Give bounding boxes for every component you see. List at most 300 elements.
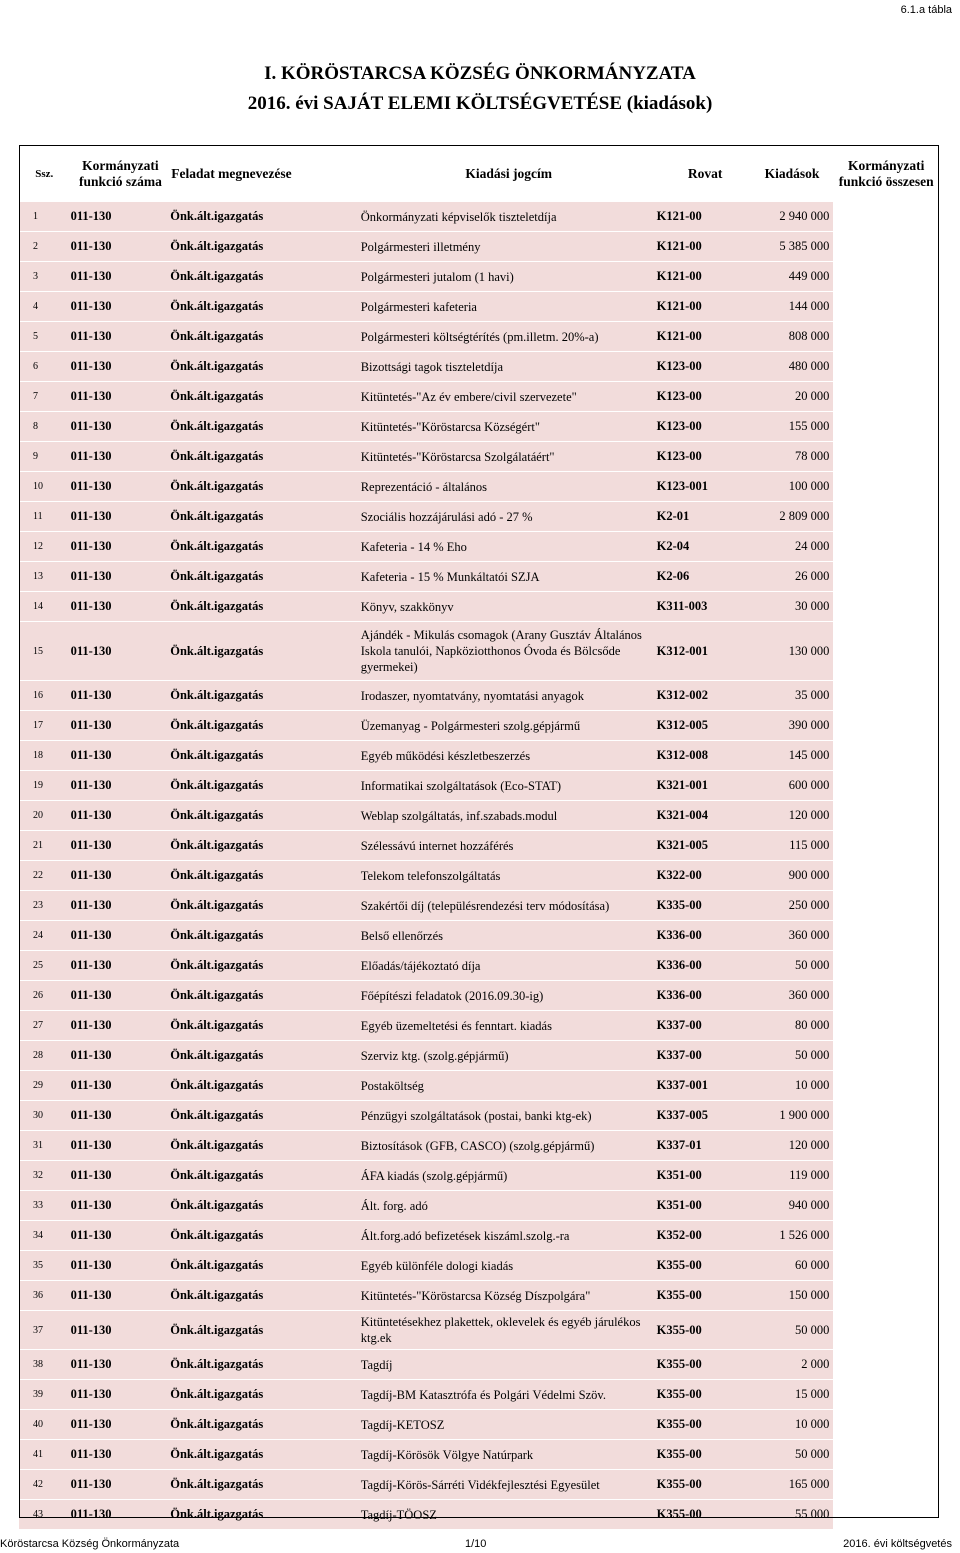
cell-ssz: 2 xyxy=(19,232,71,262)
table-row xyxy=(19,801,939,831)
table-row xyxy=(19,831,939,861)
cell-function-number: 011-130 xyxy=(71,861,171,891)
cell-rovat: K123-00 xyxy=(657,442,754,472)
cell-expense-amount: 100 000 xyxy=(754,472,834,502)
cell-expense-title: Reprezentáció - általános xyxy=(361,472,657,502)
cell-function-number: 011-130 xyxy=(71,921,171,951)
cell-ssz: 15 xyxy=(19,622,71,681)
cell-rovat: K336-00 xyxy=(657,921,754,951)
cell-task-name: Önk.ált.igazgatás xyxy=(170,1101,360,1131)
cell-task-name: Önk.ált.igazgatás xyxy=(170,981,360,1011)
table-row xyxy=(19,741,939,771)
cell-rovat: K312-001 xyxy=(657,622,754,681)
cell-expense-amount: 600 000 xyxy=(754,771,834,801)
cell-rovat: K322-00 xyxy=(657,861,754,891)
cell-function-number: 011-130 xyxy=(71,1500,171,1530)
cell-task-name: Önk.ált.igazgatás xyxy=(170,891,360,921)
cell-rovat: K321-004 xyxy=(657,801,754,831)
cell-ssz: 9 xyxy=(19,442,71,472)
cell-ssz: 35 xyxy=(19,1251,71,1281)
table-row xyxy=(19,1251,939,1281)
cell-expense-amount: 24 000 xyxy=(754,532,834,562)
cell-function-total xyxy=(833,592,939,622)
cell-function-total xyxy=(833,1380,939,1410)
cell-task-name: Önk.ált.igazgatás xyxy=(170,1470,360,1500)
cell-rovat: K121-00 xyxy=(657,292,754,322)
cell-ssz: 31 xyxy=(19,1131,71,1161)
cell-rovat: K121-00 xyxy=(657,202,754,232)
table-header-row xyxy=(19,145,939,202)
cell-expense-title: Ált.forg.adó befizetések kiszáml.szolg.-ra xyxy=(361,1221,657,1251)
table-row xyxy=(19,1101,939,1131)
cell-function-number: 011-130 xyxy=(71,1350,171,1380)
cell-rovat: K355-00 xyxy=(657,1350,754,1380)
cell-rovat: K337-005 xyxy=(657,1101,754,1131)
cell-expense-amount: 120 000 xyxy=(754,801,834,831)
cell-ssz: 29 xyxy=(19,1071,71,1101)
header-task-name: Feladat megnevezése xyxy=(171,165,292,181)
cell-function-total xyxy=(833,412,939,442)
cell-ssz: 26 xyxy=(19,981,71,1011)
cell-rovat: K311-003 xyxy=(657,592,754,622)
cell-rovat: K121-00 xyxy=(657,232,754,262)
cell-rovat: K351-00 xyxy=(657,1191,754,1221)
cell-function-number: 011-130 xyxy=(71,1311,171,1350)
table-row xyxy=(19,532,939,562)
cell-ssz: 7 xyxy=(19,382,71,412)
cell-function-total xyxy=(833,502,939,532)
cell-function-number: 011-130 xyxy=(71,502,171,532)
cell-task-name: Önk.ált.igazgatás xyxy=(170,1311,360,1350)
cell-function-total xyxy=(833,322,939,352)
cell-function-number: 011-130 xyxy=(71,1281,171,1311)
cell-task-name: Önk.ált.igazgatás xyxy=(170,562,360,592)
cell-function-total xyxy=(833,1221,939,1251)
cell-function-number: 011-130 xyxy=(71,681,171,711)
table-row xyxy=(19,442,939,472)
table-row xyxy=(19,921,939,951)
table-row xyxy=(19,981,939,1011)
cell-expense-title: Polgármesteri illetmény xyxy=(361,232,657,262)
cell-task-name: Önk.ált.igazgatás xyxy=(170,1041,360,1071)
cell-expense-title: Informatikai szolgáltatások (Eco-STAT) xyxy=(361,771,657,801)
cell-ssz: 39 xyxy=(19,1380,71,1410)
cell-rovat: K352-00 xyxy=(657,1221,754,1251)
cell-function-number: 011-130 xyxy=(71,1131,171,1161)
cell-expense-amount: 78 000 xyxy=(754,442,834,472)
cell-function-number: 011-130 xyxy=(71,801,171,831)
cell-ssz: 5 xyxy=(19,322,71,352)
cell-ssz: 36 xyxy=(19,1281,71,1311)
table-row xyxy=(19,202,939,232)
cell-function-total xyxy=(833,951,939,981)
cell-rovat: K312-008 xyxy=(657,741,754,771)
table-row xyxy=(19,1011,939,1041)
cell-rovat: K321-005 xyxy=(657,831,754,861)
cell-function-number: 011-130 xyxy=(71,1440,171,1470)
cell-rovat: K351-00 xyxy=(657,1161,754,1191)
cell-ssz: 12 xyxy=(19,532,71,562)
cell-function-number: 011-130 xyxy=(71,202,171,232)
cell-rovat: K337-001 xyxy=(657,1071,754,1101)
cell-expense-title: Polgármesteri jutalom (1 havi) xyxy=(361,262,657,292)
cell-rovat: K321-001 xyxy=(657,771,754,801)
cell-expense-amount: 26 000 xyxy=(754,562,834,592)
cell-task-name: Önk.ált.igazgatás xyxy=(170,1440,360,1470)
cell-function-number: 011-130 xyxy=(71,562,171,592)
cell-expense-amount: 144 000 xyxy=(754,292,834,322)
cell-function-number: 011-130 xyxy=(71,1071,171,1101)
cell-function-number: 011-130 xyxy=(71,412,171,442)
table-row xyxy=(19,232,939,262)
cell-expense-amount: 50 000 xyxy=(754,1041,834,1071)
table-row xyxy=(19,891,939,921)
cell-ssz: 10 xyxy=(19,472,71,502)
cell-task-name: Önk.ált.igazgatás xyxy=(170,1191,360,1221)
cell-function-total xyxy=(833,1350,939,1380)
cell-expense-title: Könyv, szakkönyv xyxy=(361,592,657,622)
cell-function-number: 011-130 xyxy=(71,1380,171,1410)
cell-expense-title: Főépítészi feladatok (2016.09.30-ig) xyxy=(361,981,657,1011)
table-row xyxy=(19,1311,939,1350)
cell-function-number: 011-130 xyxy=(71,1041,171,1071)
cell-rovat: K312-005 xyxy=(657,711,754,741)
cell-function-total xyxy=(833,382,939,412)
cell-expense-amount: 50 000 xyxy=(754,951,834,981)
cell-function-total xyxy=(833,262,939,292)
cell-function-number: 011-130 xyxy=(71,1251,171,1281)
cell-task-name: Önk.ált.igazgatás xyxy=(170,951,360,981)
cell-rovat: K355-00 xyxy=(657,1470,754,1500)
table-row xyxy=(19,592,939,622)
cell-expense-title: Szociális hozzájárulási adó - 27 % xyxy=(361,502,657,532)
table-tag: 6.1.a tábla xyxy=(900,4,952,16)
cell-function-number: 011-130 xyxy=(71,1101,171,1131)
cell-ssz: 1 xyxy=(19,202,71,232)
cell-ssz: 19 xyxy=(19,771,71,801)
cell-function-number: 011-130 xyxy=(71,1470,171,1500)
table-row xyxy=(19,771,939,801)
cell-task-name: Önk.ált.igazgatás xyxy=(170,592,360,622)
table-row xyxy=(19,472,939,502)
cell-expense-title: Egyéb működési készletbeszerzés xyxy=(361,741,657,771)
cell-expense-amount: 5 385 000 xyxy=(754,232,834,262)
budget-table xyxy=(19,145,939,1530)
cell-rovat: K123-00 xyxy=(657,352,754,382)
cell-expense-amount: 480 000 xyxy=(754,352,834,382)
cell-expense-amount: 50 000 xyxy=(754,1440,834,1470)
cell-expense-title: Tagdíj-Körös-Sárréti Vidékfejlesztési Egyesület xyxy=(361,1470,657,1500)
cell-task-name: Önk.ált.igazgatás xyxy=(170,741,360,771)
cell-task-name: Önk.ált.igazgatás xyxy=(170,1251,360,1281)
cell-expense-title: Egyéb üzemeltetési és fenntart. kiadás xyxy=(361,1011,657,1041)
cell-expense-amount: 119 000 xyxy=(754,1161,834,1191)
cell-rovat: K335-00 xyxy=(657,891,754,921)
cell-function-number: 011-130 xyxy=(71,711,171,741)
cell-function-total xyxy=(833,1161,939,1191)
cell-task-name: Önk.ált.igazgatás xyxy=(170,831,360,861)
cell-function-total xyxy=(833,1311,939,1350)
document-title: I. KÖRÖSTARCSA KÖZSÉG ÖNKORMÁNYZATA xyxy=(264,63,696,84)
cell-rovat: K336-00 xyxy=(657,951,754,981)
cell-expense-amount: 808 000 xyxy=(754,322,834,352)
table-row xyxy=(19,1350,939,1380)
table-row xyxy=(19,352,939,382)
cell-ssz: 22 xyxy=(19,861,71,891)
table-row xyxy=(19,1041,939,1071)
cell-task-name: Önk.ált.igazgatás xyxy=(170,921,360,951)
cell-expense-amount: 35 000 xyxy=(754,681,834,711)
cell-expense-title: Kitüntetés-"Köröstarcsa Szolgálatáért" xyxy=(361,442,657,472)
cell-function-total xyxy=(833,532,939,562)
cell-function-total xyxy=(833,1011,939,1041)
cell-ssz: 24 xyxy=(19,921,71,951)
cell-expense-amount: 10 000 xyxy=(754,1071,834,1101)
cell-expense-title: Kitüntetés-"Köröstarcsa Község Díszpolgára" xyxy=(361,1281,657,1311)
cell-rovat: K355-00 xyxy=(657,1251,754,1281)
cell-function-total xyxy=(833,1470,939,1500)
header-function-number: Kormányzati funkció száma xyxy=(78,157,162,189)
footer-document-name: 2016. évi költségvetés xyxy=(843,1538,952,1550)
cell-ssz: 11 xyxy=(19,502,71,532)
cell-function-total xyxy=(833,771,939,801)
cell-task-name: Önk.ált.igazgatás xyxy=(170,622,360,681)
cell-expense-amount: 360 000 xyxy=(754,921,834,951)
table-row xyxy=(19,262,939,292)
cell-function-number: 011-130 xyxy=(71,292,171,322)
cell-function-total xyxy=(833,1251,939,1281)
cell-ssz: 25 xyxy=(19,951,71,981)
cell-expense-amount: 115 000 xyxy=(754,831,834,861)
cell-function-number: 011-130 xyxy=(71,741,171,771)
cell-function-number: 011-130 xyxy=(71,622,171,681)
cell-function-total xyxy=(833,352,939,382)
header-expenses: Kiadások xyxy=(764,165,820,181)
cell-task-name: Önk.ált.igazgatás xyxy=(170,442,360,472)
cell-function-total xyxy=(833,831,939,861)
table-row xyxy=(19,1380,939,1410)
cell-expense-title: Kafeteria - 15 % Munkáltatói SZJA xyxy=(361,562,657,592)
cell-ssz: 23 xyxy=(19,891,71,921)
cell-expense-title: Önkormányzati képviselők tiszteletdíja xyxy=(361,202,657,232)
cell-function-total xyxy=(833,1410,939,1440)
cell-expense-amount: 1 526 000 xyxy=(754,1221,834,1251)
cell-function-total xyxy=(833,741,939,771)
cell-expense-amount: 150 000 xyxy=(754,1281,834,1311)
cell-function-total xyxy=(833,1191,939,1221)
cell-expense-title: ÁFA kiadás (szolg.gépjármű) xyxy=(361,1161,657,1191)
cell-task-name: Önk.ált.igazgatás xyxy=(170,352,360,382)
cell-expense-title: Postaköltség xyxy=(361,1071,657,1101)
cell-ssz: 41 xyxy=(19,1440,71,1470)
cell-expense-amount: 250 000 xyxy=(754,891,834,921)
cell-task-name: Önk.ált.igazgatás xyxy=(170,711,360,741)
cell-ssz: 17 xyxy=(19,711,71,741)
cell-function-number: 011-130 xyxy=(71,322,171,352)
cell-expense-title: Pénzügyi szolgáltatások (postai, banki ktg-ek) xyxy=(361,1101,657,1131)
cell-expense-title: Egyéb különféle dologi kiadás xyxy=(361,1251,657,1281)
cell-rovat: K355-00 xyxy=(657,1410,754,1440)
cell-expense-amount: 449 000 xyxy=(754,262,834,292)
cell-function-total xyxy=(833,1041,939,1071)
cell-function-number: 011-130 xyxy=(71,472,171,502)
cell-rovat: K337-00 xyxy=(657,1011,754,1041)
cell-expense-title: Kitüntetés-"Köröstarcsa Községért" xyxy=(361,412,657,442)
cell-expense-amount: 15 000 xyxy=(754,1380,834,1410)
cell-ssz: 8 xyxy=(19,412,71,442)
cell-expense-amount: 900 000 xyxy=(754,861,834,891)
cell-ssz: 27 xyxy=(19,1011,71,1041)
cell-function-number: 011-130 xyxy=(71,352,171,382)
table-row xyxy=(19,711,939,741)
cell-function-number: 011-130 xyxy=(71,1191,171,1221)
cell-function-number: 011-130 xyxy=(71,1011,171,1041)
cell-expense-title: Szélessávú internet hozzáférés xyxy=(361,831,657,861)
cell-ssz: 18 xyxy=(19,741,71,771)
table-row xyxy=(19,1410,939,1440)
cell-task-name: Önk.ált.igazgatás xyxy=(170,262,360,292)
cell-function-total xyxy=(833,681,939,711)
cell-expense-title: Biztosítások (GFB, CASCO) (szolg.gépjármű) xyxy=(361,1131,657,1161)
table-row xyxy=(19,1131,939,1161)
cell-rovat: K355-00 xyxy=(657,1500,754,1530)
cell-ssz: 4 xyxy=(19,292,71,322)
cell-task-name: Önk.ált.igazgatás xyxy=(170,1380,360,1410)
cell-expense-amount: 80 000 xyxy=(754,1011,834,1041)
cell-ssz: 6 xyxy=(19,352,71,382)
table-row xyxy=(19,622,939,681)
cell-expense-title: Belső ellenőrzés xyxy=(361,921,657,951)
document-subtitle: 2016. évi SAJÁT ELEMI KÖLTSÉGVETÉSE (kiadások) xyxy=(247,93,713,114)
table-row xyxy=(19,681,939,711)
cell-ssz: 40 xyxy=(19,1410,71,1440)
cell-ssz: 33 xyxy=(19,1191,71,1221)
cell-expense-title: Tagdíj-TÖOSZ xyxy=(361,1500,657,1530)
cell-function-total xyxy=(833,472,939,502)
cell-function-total xyxy=(833,442,939,472)
cell-function-number: 011-130 xyxy=(71,442,171,472)
cell-task-name: Önk.ált.igazgatás xyxy=(170,1161,360,1191)
table-row xyxy=(19,382,939,412)
cell-rovat: K123-001 xyxy=(657,472,754,502)
cell-rovat: K336-00 xyxy=(657,981,754,1011)
cell-expense-title: Kitüntetés-"Az év embere/civil szervezete" xyxy=(361,382,657,412)
cell-function-total xyxy=(833,711,939,741)
cell-expense-amount: 130 000 xyxy=(754,622,834,681)
cell-rovat: K355-00 xyxy=(657,1281,754,1311)
cell-function-total xyxy=(833,1440,939,1470)
cell-expense-amount: 940 000 xyxy=(754,1191,834,1221)
cell-expense-title: Polgármesteri költségtérítés (pm.illetm. 20%-a) xyxy=(361,322,657,352)
cell-function-total xyxy=(833,1071,939,1101)
cell-expense-amount: 155 000 xyxy=(754,412,834,442)
cell-expense-title: Kafeteria - 14 % Eho xyxy=(361,532,657,562)
cell-function-number: 011-130 xyxy=(71,262,171,292)
cell-task-name: Önk.ált.igazgatás xyxy=(170,292,360,322)
cell-function-number: 011-130 xyxy=(71,232,171,262)
cell-function-number: 011-130 xyxy=(71,1161,171,1191)
table-row xyxy=(19,1191,939,1221)
cell-function-number: 011-130 xyxy=(71,532,171,562)
header-expense-title: Kiadási jogcím xyxy=(465,165,552,181)
footer-organization: Köröstarcsa Község Önkormányzata xyxy=(0,1538,180,1550)
cell-expense-amount: 20 000 xyxy=(754,382,834,412)
cell-expense-title: Üzemanyag - Polgármesteri szolg.gépjármű xyxy=(361,711,657,741)
cell-expense-title: Irodaszer, nyomtatvány, nyomtatási anyagok xyxy=(361,681,657,711)
cell-rovat: K2-06 xyxy=(657,562,754,592)
cell-expense-amount: 10 000 xyxy=(754,1410,834,1440)
cell-task-name: Önk.ált.igazgatás xyxy=(170,1281,360,1311)
cell-ssz: 32 xyxy=(19,1161,71,1191)
cell-function-number: 011-130 xyxy=(71,382,171,412)
cell-ssz: 14 xyxy=(19,592,71,622)
cell-rovat: K312-002 xyxy=(657,681,754,711)
cell-rovat: K355-00 xyxy=(657,1311,754,1350)
header-ssz: Ssz. xyxy=(35,167,54,180)
cell-rovat: K2-01 xyxy=(657,502,754,532)
cell-task-name: Önk.ált.igazgatás xyxy=(170,1071,360,1101)
cell-expense-amount: 55 000 xyxy=(754,1500,834,1530)
cell-task-name: Önk.ált.igazgatás xyxy=(170,1500,360,1530)
cell-function-total xyxy=(833,1281,939,1311)
cell-expense-title: Weblap szolgáltatás, inf.szabads.modul xyxy=(361,801,657,831)
cell-function-total xyxy=(833,202,939,232)
cell-ssz: 37 xyxy=(19,1311,71,1350)
table-row xyxy=(19,292,939,322)
cell-rovat: K337-00 xyxy=(657,1041,754,1071)
cell-expense-amount: 390 000 xyxy=(754,711,834,741)
table-row xyxy=(19,322,939,352)
cell-rovat: K123-00 xyxy=(657,412,754,442)
cell-expense-title: Tagdíj-KETOSZ xyxy=(361,1410,657,1440)
cell-task-name: Önk.ált.igazgatás xyxy=(170,232,360,262)
cell-expense-title: Tagdíj xyxy=(361,1350,657,1380)
cell-function-total xyxy=(833,622,939,681)
cell-function-total xyxy=(833,562,939,592)
cell-ssz: 13 xyxy=(19,562,71,592)
cell-expense-title: Kitüntetésekhez plakettek, oklevelek és egyéb járulékos ktg.ek xyxy=(361,1311,657,1350)
cell-expense-amount: 1 900 000 xyxy=(754,1101,834,1131)
cell-rovat: K121-00 xyxy=(657,322,754,352)
cell-function-total xyxy=(833,232,939,262)
cell-task-name: Önk.ált.igazgatás xyxy=(170,502,360,532)
cell-expense-title: Tagdíj-Körösök Völgye Natúrpark xyxy=(361,1440,657,1470)
cell-task-name: Önk.ált.igazgatás xyxy=(170,801,360,831)
cell-expense-amount: 120 000 xyxy=(754,1131,834,1161)
cell-expense-title: Tagdíj-BM Katasztrófa és Polgári Védelmi Szöv. xyxy=(361,1380,657,1410)
cell-expense-amount: 2 940 000 xyxy=(754,202,834,232)
cell-ssz: 3 xyxy=(19,262,71,292)
cell-expense-amount: 165 000 xyxy=(754,1470,834,1500)
cell-expense-title: Polgármesteri kafeteria xyxy=(361,292,657,322)
cell-expense-amount: 2 000 xyxy=(754,1350,834,1380)
cell-task-name: Önk.ált.igazgatás xyxy=(170,202,360,232)
cell-function-total xyxy=(833,1131,939,1161)
cell-function-number: 011-130 xyxy=(71,1410,171,1440)
cell-expense-title: Telekom telefonszolgáltatás xyxy=(361,861,657,891)
cell-expense-title: Szerviz ktg. (szolg.gépjármű) xyxy=(361,1041,657,1071)
cell-function-total xyxy=(833,1500,939,1530)
table-row xyxy=(19,1281,939,1311)
footer-page-number: 1/10 xyxy=(465,1538,487,1550)
cell-function-number: 011-130 xyxy=(71,951,171,981)
cell-task-name: Önk.ált.igazgatás xyxy=(170,1131,360,1161)
cell-rovat: K2-04 xyxy=(657,532,754,562)
cell-function-total xyxy=(833,292,939,322)
cell-expense-title: Bizottsági tagok tiszteletdíja xyxy=(361,352,657,382)
cell-function-total xyxy=(833,861,939,891)
cell-ssz: 20 xyxy=(19,801,71,831)
